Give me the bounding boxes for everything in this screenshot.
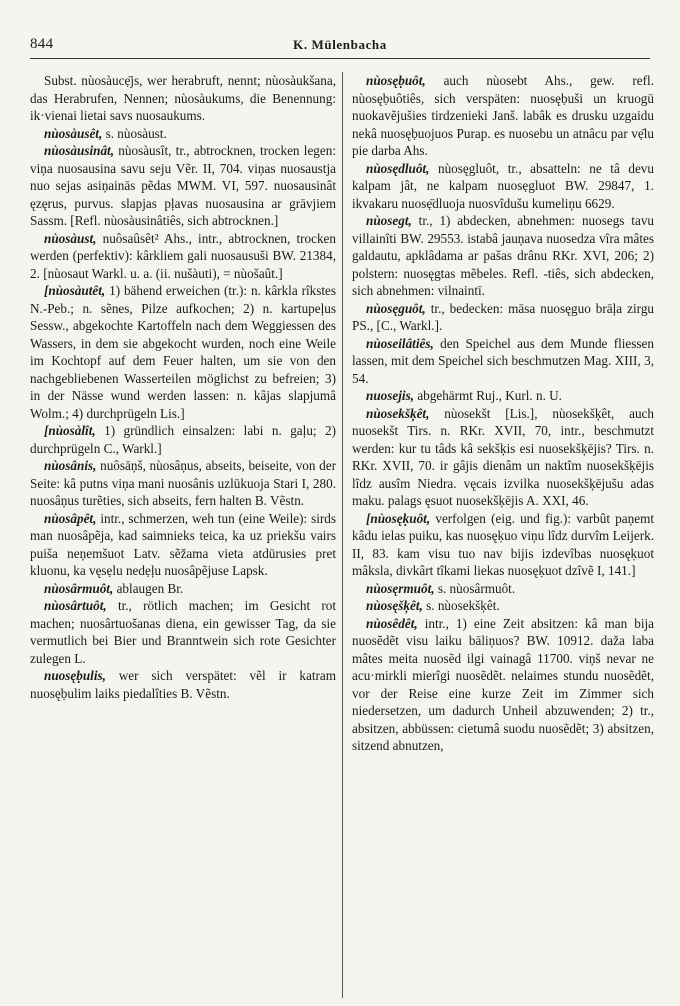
entry-headword: nùosęguôt, [366,300,426,316]
dictionary-entry [30,125,336,143]
entry-body: nuôsaûsêt² Ahs., intr., abtrocknen, trocken werden (perfektiv): kârkliem gali nuosausuši BW. 21384, 2. [nùosaut Warkl. u. a. (ii. nušàuti), = nùošaût.] [30,230,337,281]
entry-headword: nùosàusêt, [44,125,103,141]
entry-body: s. nùosekšķêt. [426,598,500,613]
entry-headword: nùosâpêt, [44,510,97,526]
dictionary-entry [30,230,336,283]
entry-headword: nùosârmuôt, [44,580,114,596]
running-title: K. Mülenbacha [293,37,387,52]
dictionary-entry [30,422,336,457]
dictionary-entry [352,72,654,160]
column-divider [342,72,343,998]
entry-headword: nùosêdêt, [366,615,418,631]
dictionary-entry [30,282,336,422]
entry-body: intr., schmerzen, weh tun (eine Weile): sirds man nuosâpẽja, kad saimnieks teica, ka uz priekšu vairs puiša neņemšuot Latv. sẽžama vieta atdūrusies pret kluonu, ka vęsẹlu nedẹļu nuosâpẽjuse Lapsk. [30,510,336,578]
dictionary-entry [352,387,654,405]
dictionary-entry [352,580,654,598]
entry-body: tr., 1) abdecken, abnehmen: nuosegs tavu villainîti BW. 29553. istabâ jauņava nuosedza vîra mâtes galdautu, apklâdama ar pašas drânu RKr. XVI, 206; 2) polstern: nuosęgtas mẽbeles. Refl. -tiês, sich abdecken, sich abnehmen: vilnaintī. [352,213,655,298]
dictionary-entry [30,580,336,598]
entry-headword: nùosędluôt, [366,160,430,176]
entry-body: tr., rötlich machen; im Gesicht rot machen; nuosârtuošanas diena, ein gewisser Tag, da sie vermutlich bei Bier und Branntwein sich rote Gesichter zulegen L. [30,598,337,666]
dictionary-entry [352,300,654,335]
entry-body: verfolgen (eig. und fig.): varbût paņemt kâdu ielas puiku, kas nuosęḳuo viņu lîdz durvîm Leijerk. II, 83. kam visu tuo nav bijis izdevîbas nuosęḳuot mâksla, divkârt tîkami liekas nuosęḳuot dzîvẽ I, 141.] [352,510,655,578]
entry-headword: [nùosàlît, [44,423,96,438]
dictionary-entry [352,335,654,388]
entry-headword: nùosàust, [44,230,97,246]
entry-headword: nùosęrmuôt, [366,580,435,596]
dictionary-entry [352,510,654,580]
dictionary-entry [352,597,654,615]
entry-body: 1) gründlich einsalzen: labi n. gaļu; 2) durchprügeln C., Warkl.] [30,423,336,456]
page-header [30,34,650,59]
dictionary-entry [352,615,654,755]
dictionary-entry [352,160,654,213]
entry-headword: nuosejis, [366,388,415,403]
entry-body: den Speichel aus dem Munde fliessen lassen, mit dem Speichel sich beschmutzen Mag. XIII, 3, 54. [352,335,654,386]
entry-body: tr., bedecken: māsa nuosęguo brāļa zirgu PS., [C., Warkl.]. [352,300,655,333]
entry-body: abgehärmt Ruj., Kurl. n. U. [417,388,562,403]
entry-body: 1) bähend erweichen (tr.): n. kârkla rîkstes N.-Peb.; n. sẽnes, Pilze aufkochen; 2) n. kartupeļus Sessw., abgekochte Kartoffeln nach dem Weggiessen des Wassers, in dem sie abgekocht wurden, noch eine Weile im Kochtopf auf dem Feuer halten, um sie von den nachgebliebenen Wasserteilen möglichst zu befreien; 3) in der Nässe wund werden lassen: n. kâjas slapjumâ Wolm.; 4) durchprügeln Lis.] [30,283,336,421]
dictionary-entry [30,667,336,702]
entry-headword: [nùosęḳuôt, [366,510,431,526]
dictionary-entry [30,597,336,667]
entry-body: nùosekšt [Lis.], nùosekšķêt, auch nuosekšt Tirs. n. RKr. XVII, 70, intr., beschmutzt werden: kur tu tâds kâ sekšķis esi nuosekšķējis? Tirs. n. RKr. XVII, 70. ir gâjis dienâm un naktîm nuosekšķējis lîdz ausîm Niedra. vęcais izvilka nuosekšķējušu adas maku. palags ęsuot nuosekšķējis A. XXI, 46. [352,405,654,508]
entry-body: nuôsāņš, nùosâņus, abseits, beiseite, von der Seite: kâ putns viņa mani nuosânis uzlūkuoja Stari I, 280. nuosâņus turẽties, sich abseits, fern halten B. Vẽstn. [30,458,336,508]
entry-headword: nuosęḅulis, [44,668,106,683]
entry-headword: nùosârtuôt, [44,598,107,613]
dictionary-entry [352,405,654,510]
entry-body: s. nùosârmuôt. [437,580,516,596]
right-column [352,72,654,755]
entry-headword: nùoseilâtiês, [366,335,434,351]
entry-body: intr., 1) eine Zeit absitzen: kâ man bija nuosẽdẽt visu laiku bāliņuos? BW. 10912. daža laba mâtes meita nuosẽd ilgi vainagâ 11700. viņš nevar ne acu·mirkli mierîgi nuosẽdẽt. nelaimes stundu nuosẽdẽt, vor der Reise eine kurze Zeit im Zimmer sich niedersetzen, um dadurch Unheil abzuwenden; 2) tr., absitzen, abbüssen: cietumâ suodu nuosẽdẽt; 3) absitzen, sitzend abnutzen, [352,615,654,753]
entry-body: ablaugen Br. [116,580,184,596]
entry-body: nùosàusît, tr., abtrocknen, trocken legen: viņa nuosausina savu seju Vẽr. II, 704. viņas nuosaustja nuo sejas asiņainās pẽdas MWM. VI, 597. nuosausinât ęzęrus, purvus. slapjas pļavas nuosausina ar grāvjiem Sassm. [Refl. nùosàusinâtiês, sich abtrocknen.] [30,143,337,228]
entry-headword: nùosekšķêt, [366,405,430,421]
entry-headword: nùosegt, [366,213,412,228]
entry-body: wer sich verspätet: vẽl ir katram nuosęḅulim laiks piedalîties B. Vẽstn. [30,668,337,701]
dictionary-entry [30,142,336,230]
entry-headword: [nùosàutêt, [44,283,106,298]
entry-body: auch nùosebt Ahs., gew. refl. nùosęḅuôtiês, sich verspäten: nuosęḅuši un kruogū nuokavẽjušies tirdzenieki Janš. labâk es drusku uzgaidu nekâ nuosęḅuojuos Purap. es nuosebu un atnâcu par vẹ̄lu pie darba Ahs. [352,73,654,158]
dictionary-entry [30,457,336,510]
entry-body: nùosęgluôt, tr., absatteln: ne tâ devu kalpam jât, ne kalpam nuosẹgluot BW. 29847, 1. ikvakaru nuosẹ̄dluoja nuosvîdušu kumeliņu 6629. [352,160,654,211]
entry-headword: nùosęšķêt, [366,598,423,613]
entry-body: Subst. nùosàucẹ̄js, wer herabruft, nennt; nùosàukšana, das Herabrufen, Nennen; nùosàukums, die Benennung: ik·vienai lietai savs nuosaukums. [30,73,336,123]
page-number: 844 [30,36,54,52]
entry-headword: nùosàusinât, [44,143,115,158]
dictionary-entry [352,212,654,300]
left-column [30,72,336,702]
dictionary-entry [30,510,336,580]
entry-body: s. nùosàust. [105,125,167,141]
dictionary-entry [30,72,336,125]
entry-headword: nùosânis, [44,458,97,473]
entry-headword: nùosęḅuôt, [366,73,426,88]
